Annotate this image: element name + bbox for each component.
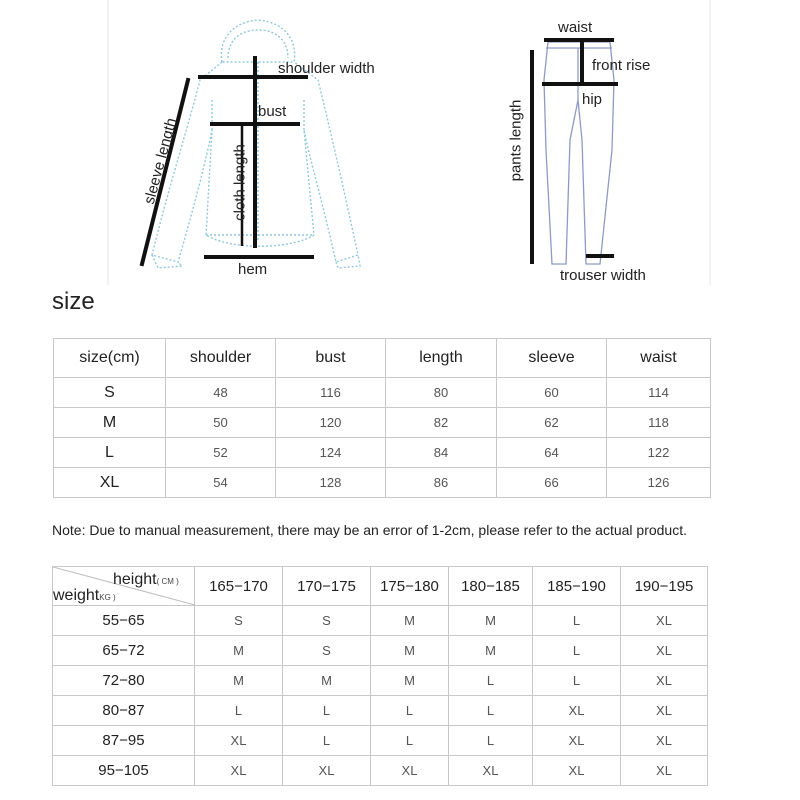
table-row: [54, 468, 711, 498]
size-recommendation-cell: L: [371, 696, 449, 726]
size-recommendation-cell: XL: [621, 636, 708, 666]
sleeve-cell: 60: [497, 378, 607, 408]
size-recommendation-cell: XL: [533, 696, 621, 726]
size-recommendation-cell: L: [283, 696, 371, 726]
size-recommendation-cell: L: [449, 666, 533, 696]
pants-outline: [544, 42, 614, 264]
size-recommendation-cell: XL: [533, 756, 621, 786]
header-sleeve: sleeve: [497, 339, 607, 378]
weight-range-cell: 55−65: [53, 606, 195, 636]
size-recommendation-cell: XL: [449, 756, 533, 786]
size-recommendation-cell: XL: [283, 756, 371, 786]
size-recommendation-cell: L: [449, 726, 533, 756]
size-recommendation-cell: M: [283, 666, 371, 696]
table-row: [53, 636, 708, 666]
size-table-header-row: [54, 339, 711, 378]
size-recommendation-cell: M: [371, 636, 449, 666]
waist-cell: 118: [607, 408, 711, 438]
size-recommendation-cell: XL: [533, 726, 621, 756]
sleeve-length-label: sleeve length: [140, 116, 181, 206]
size-section-title: size: [52, 288, 95, 315]
size-recommendation-cell: M: [195, 636, 283, 666]
size-recommendation-cell: L: [533, 636, 621, 666]
table-row: [54, 378, 711, 408]
size-recommendation-cell: XL: [621, 696, 708, 726]
size-recommendation-cell: L: [533, 666, 621, 696]
height-range-header: 190−195: [621, 567, 708, 606]
shoulder-cell: 54: [166, 468, 276, 498]
table-row: [53, 756, 708, 786]
table-row: [53, 666, 708, 696]
size-chart-table: [53, 338, 711, 498]
size-recommendation-cell: L: [283, 726, 371, 756]
shoulder-cell: 52: [166, 438, 276, 468]
size-recommendation-cell: S: [195, 606, 283, 636]
size-recommendation-cell: L: [195, 696, 283, 726]
weight-range-cell: 80−87: [53, 696, 195, 726]
garment-illustration: [0, 0, 800, 290]
sleeve-cell: 66: [497, 468, 607, 498]
size-recommendation-cell: XL: [621, 756, 708, 786]
weight-unit: KG ): [99, 593, 116, 602]
height-weight-corner-cell: [53, 567, 195, 606]
bust-cell: 120: [276, 408, 386, 438]
table-row: [53, 726, 708, 756]
header-shoulder: shoulder: [166, 339, 276, 378]
waist-cell: 114: [607, 378, 711, 408]
height-weight-table: [52, 566, 708, 786]
header-bust: bust: [276, 339, 386, 378]
height-range-header: 175−180: [371, 567, 449, 606]
header-waist: waist: [607, 339, 711, 378]
hem-label: hem: [238, 261, 268, 278]
size-recommendation-cell: M: [195, 666, 283, 696]
weight-table-header-row: [53, 567, 708, 606]
header-size: size(cm): [54, 339, 166, 378]
size-recommendation-cell: M: [449, 606, 533, 636]
size-recommendation-cell: S: [283, 636, 371, 666]
shoulder-width-label: shoulder width: [278, 60, 375, 77]
length-cell: 84: [386, 438, 497, 468]
cloth-length-label: cloth length: [231, 144, 249, 221]
table-row: [53, 696, 708, 726]
weight-axis-label: [53, 587, 116, 605]
bust-label: bust: [258, 103, 287, 120]
table-row: [54, 408, 711, 438]
size-recommendation-cell: L: [449, 696, 533, 726]
size-recommendation-cell: M: [449, 636, 533, 666]
measurement-note: Note: Due to manual measurement, there may be an error of 1-2cm, please refer to the actual product.: [52, 522, 687, 538]
waist-cell: 122: [607, 438, 711, 468]
hip-label: hip: [582, 91, 603, 108]
length-cell: 86: [386, 468, 497, 498]
measurement-diagram: [0, 0, 800, 290]
size-recommendation-cell: XL: [621, 606, 708, 636]
weight-range-cell: 65−72: [53, 636, 195, 666]
waist-label: waist: [558, 19, 593, 36]
size-recommendation-cell: XL: [195, 726, 283, 756]
size-cell: S: [54, 378, 166, 408]
waist-cell: 126: [607, 468, 711, 498]
bust-cell: 124: [276, 438, 386, 468]
shoulder-cell: 50: [166, 408, 276, 438]
bust-cell: 116: [276, 378, 386, 408]
length-cell: 80: [386, 378, 497, 408]
size-recommendation-cell: L: [533, 606, 621, 636]
height-label-text: height: [113, 571, 157, 588]
weight-label-text: weight: [53, 587, 100, 604]
weight-range-cell: 72−80: [53, 666, 195, 696]
size-recommendation-cell: XL: [195, 756, 283, 786]
size-recommendation-cell: XL: [621, 726, 708, 756]
size-recommendation-cell: M: [371, 666, 449, 696]
trouser-width-label: trouser width: [560, 267, 646, 284]
size-recommendation-cell: S: [283, 606, 371, 636]
height-range-header: 165−170: [195, 567, 283, 606]
size-cell: XL: [54, 468, 166, 498]
size-recommendation-cell: M: [371, 606, 449, 636]
size-recommendation-cell: L: [371, 726, 449, 756]
bust-cell: 128: [276, 468, 386, 498]
header-length: length: [386, 339, 497, 378]
table-row: [53, 606, 708, 636]
sleeve-cell: 62: [497, 408, 607, 438]
height-axis-label: [113, 571, 179, 589]
height-range-header: 170−175: [283, 567, 371, 606]
front-rise-label: front rise: [592, 57, 651, 74]
weight-range-cell: 87−95: [53, 726, 195, 756]
shoulder-cell: 48: [166, 378, 276, 408]
weight-range-cell: 95−105: [53, 756, 195, 786]
size-cell: L: [54, 438, 166, 468]
height-unit: ( CM ): [156, 577, 179, 586]
height-range-header: 185−190: [533, 567, 621, 606]
height-range-header: 180−185: [449, 567, 533, 606]
length-cell: 82: [386, 408, 497, 438]
size-cell: M: [54, 408, 166, 438]
pants-length-label: pants length: [507, 99, 525, 182]
size-recommendation-cell: XL: [621, 666, 708, 696]
sleeve-cell: 64: [497, 438, 607, 468]
size-recommendation-cell: XL: [371, 756, 449, 786]
table-row: [54, 438, 711, 468]
